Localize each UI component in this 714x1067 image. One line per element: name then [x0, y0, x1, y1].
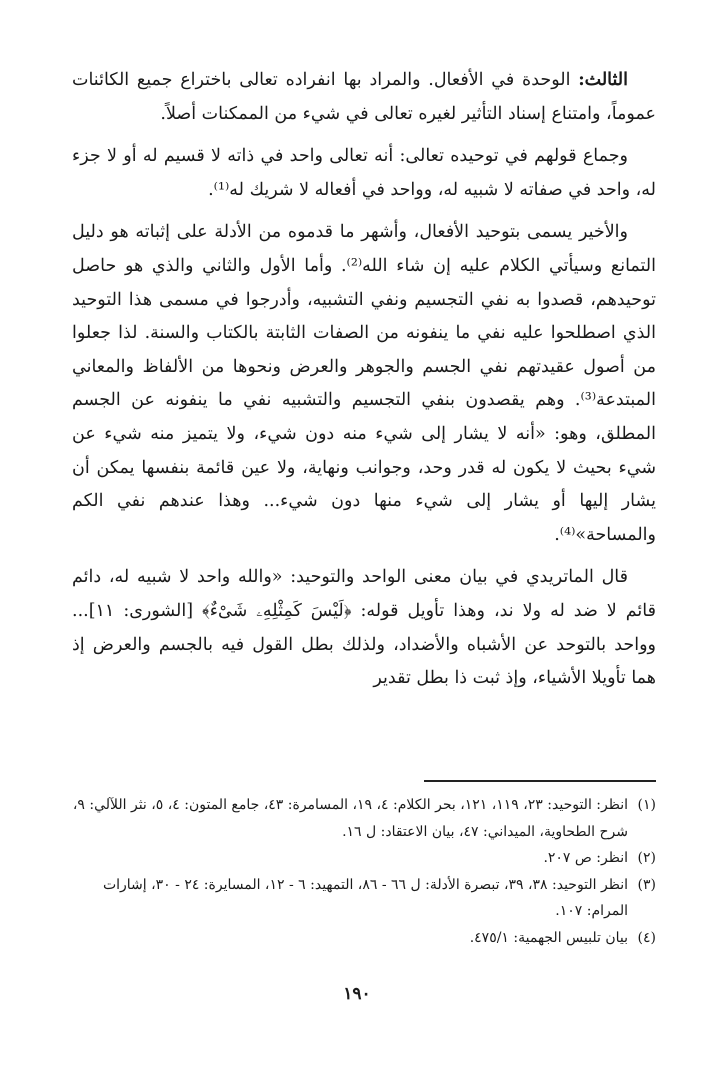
- footnote-text: انظر: التوحيد: ٢٣، ١١٩، ١٢١، بحر الكلام: ٤، ١٩، المسامرة: ٤٣، جامع المتون: ٤، ٥، نثر اللآلي: ٩، شرح الطحاوية، الميداني: ٤٧، بيان الاعتقاد: ل ١٦.: [72, 797, 628, 840]
- footnote-text: انظر التوحيد: ٣٨، ٣٩، تبصرة الأدلة: ل ٦٦ - ٨٦، التمهيد: ٦ - ١٢، المسايرة: ٢٤ - ٣٠، إشارات المرام: ١٠٧.: [102, 876, 628, 919]
- footnote-number: (٢): [637, 850, 656, 866]
- page-number: ١٩٠: [343, 984, 371, 1004]
- paragraph: [72, 64, 656, 131]
- footnote-number: (٣): [637, 876, 656, 893]
- footnote-text: بيان تلبيس الجهمية: ٤٧٥/١.: [469, 929, 628, 946]
- main-text: [72, 64, 656, 696]
- paragraph-text: الوحدة في الأفعال. والمراد بها انفراده تعالى باختراع جميع الكائنات عموماً، وامتناع إسناد التأثير لغيره تعالى في شيء من الممكنات أصلاً.: [72, 70, 656, 124]
- footnote: [72, 845, 656, 872]
- footnote-number: (١): [637, 797, 656, 813]
- footnote-separator: [424, 780, 656, 782]
- paragraph: [72, 140, 656, 207]
- paragraph: [72, 216, 656, 552]
- footnote-text: انظر: ص ٢٠٧.: [543, 850, 628, 866]
- paragraph-text: وجماع قولهم في توحيده تعالى: أنه تعالى واحد في ذاته لا قسيم له أو لا جزء له، واحد في صفاته لا شبيه له، وواحد في أفعاله لا شريك له⁽¹⁾.: [72, 146, 656, 200]
- footnote: [72, 872, 656, 925]
- paragraph: [72, 561, 656, 695]
- footnote-number: (٤): [637, 929, 656, 946]
- paragraph-text: والأخير يسمى بتوحيد الأفعال، وأشهر ما قدموه من الأدلة على إثباته هو دليل التمانع وسيأتي الكلام عليه إن شاء الله⁽²⁾. وأما الأول والثاني والذي هو حاصل توحيدهم، قصدوا به نفي التجسيم ونفي التشبيه، وأدرجوا في مسمى هذا التوحيد الذي اصطلحوا عليه نفي ما ينفونه من الصفات الثابتة بالكتاب والسنة. لذا جعلوا من أصول عقيدتهم نفي الجسم والجوهر والعرض ونحوها من الألفاظ والمعاني المبتدعة⁽³⁾. وهم يقصدون بنفي التجسيم والتشبيه نفي ما ينفونه عن الجسم المطلق، وهو: «أنه لا يشار إلى شيء منه دون شيء، ولا يتميز منه شيء عن شيء بحيث لا يكون له قدر وحد، وجوانب ونهاية، ولا عين قائمة بنفسها يمكن أن يشار إليها أو يشار إلى شيء منها دون شيء... وهذا عندهم نفي الكم والمساحة»⁽⁴⁾.: [72, 222, 656, 545]
- footnote: [72, 925, 656, 952]
- paragraph-text: قال الماتريدي في بيان معنى الواحد والتوحيد: «والله واحد لا شبيه له، دائم قائم لا ضد له ولا ند، وهذا تأويل قوله: ﴿لَيْسَ كَمِثْلِهِۦ شَىْءٌ﴾ [الشورى: ١١]... وواحد بالتوحد عن الأشباه والأضداد، ولذلك بطل القول فيه بالجسم والعرض إذ هما تأويلا الأشياء، وإذ ثبت ذا بطل تقدير: [72, 567, 656, 689]
- footnotes: [72, 792, 656, 951]
- footnote: [72, 792, 656, 845]
- paragraph-lead: الثالث:: [578, 70, 628, 90]
